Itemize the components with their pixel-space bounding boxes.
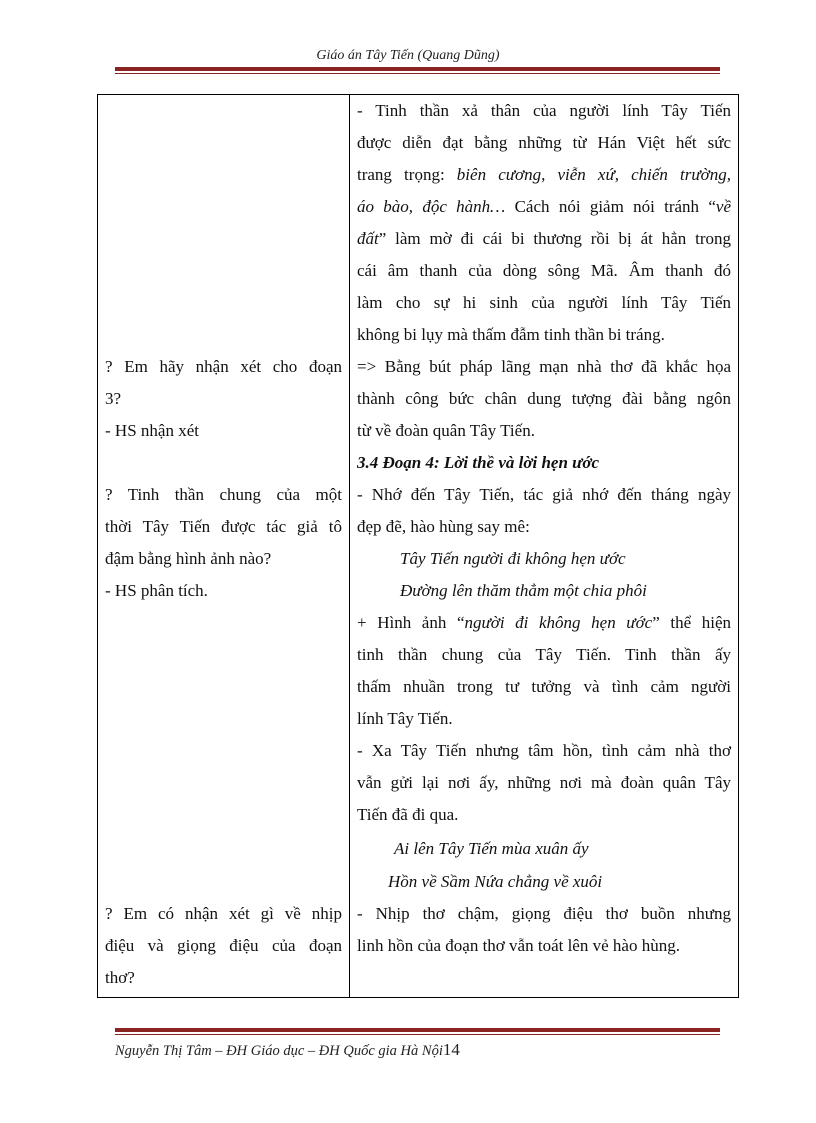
question-2-line-3: đậm bằng hình ảnh nào? bbox=[105, 549, 272, 568]
p1-line-4: áo bào, độc hành… Cách nói giảm nói tránh “về bbox=[357, 197, 731, 216]
poem-2-line-1: Ai lên Tây Tiến mùa xuân ấy bbox=[394, 839, 589, 858]
p6-line-2: linh hồn của đoạn thơ vẫn toát lên vẻ hào hùng. bbox=[357, 936, 680, 955]
poem-1-line-1: Tây Tiến người đi không hẹn ước bbox=[400, 549, 626, 568]
p1-line-2: được diễn đạt bằng những từ Hán Việt hết sức bbox=[357, 133, 731, 152]
p4-line-4: lính Tây Tiến. bbox=[357, 709, 453, 728]
p1-line-3: trang trọng: biên cương, viễn xứ, chiến trường, bbox=[357, 165, 731, 184]
poem-2-line-2: Hồn về Sầm Nứa chẳng về xuôi bbox=[388, 872, 603, 891]
p2-line-3: từ về đoàn quân Tây Tiến. bbox=[357, 421, 535, 440]
question-1-line-2: 3? bbox=[105, 389, 122, 408]
question-1-line-1: ? Em hãy nhận xét cho đoạn bbox=[105, 357, 342, 376]
footer-author: Nguyễn Thị Tâm – ĐH Giáo dục – ĐH Quốc gia Hà Nội bbox=[115, 1043, 443, 1059]
page-number: 14 bbox=[442, 1040, 460, 1059]
question-3-line-2: điệu và giọng điệu của đoạn bbox=[105, 936, 342, 955]
question-2-line-1: ? Tinh thần chung của một bbox=[105, 485, 342, 504]
question-2-answer: - HS phân tích. bbox=[105, 581, 208, 600]
section-heading: 3.4 Đoạn 4: Lời thề và lời hẹn ước bbox=[357, 453, 600, 472]
p2-line-1: => Bằng bút pháp lãng mạn nhà thơ đã khắc họa bbox=[357, 357, 731, 376]
question-3-line-3: thơ? bbox=[105, 968, 135, 987]
p1-line-8: không bi lụy mà thấm đẫm tinh thần bi tráng. bbox=[357, 325, 665, 344]
p5-line-3: Tiến đã đi qua. bbox=[357, 805, 459, 824]
question-1-answer: - HS nhận xét bbox=[105, 421, 199, 440]
p1-line-6: cái âm thanh của dòng sông Mã. Âm thanh đó bbox=[357, 261, 731, 280]
question-3-line-1: ? Em có nhận xét gì về nhịp bbox=[105, 904, 342, 923]
p1-line-7: làm cho sự hi sinh của người lính Tây Tiến bbox=[357, 293, 731, 312]
p2-line-2: thành công bức chân dung tượng đài bằng ngôn bbox=[357, 389, 731, 408]
p4-line-3: thấm nhuần trong tư tưởng và tình cảm người bbox=[357, 677, 731, 696]
question-2-line-2: thời Tây Tiến được tác giả tô bbox=[105, 517, 342, 536]
poem-1-line-2: Đường lên thăm thẳm một chia phôi bbox=[400, 581, 647, 600]
page-footer bbox=[115, 1040, 460, 1060]
p5-line-1: - Xa Tây Tiến nhưng tâm hồn, tình cảm nhà thơ bbox=[357, 741, 731, 760]
p5-line-2: vẫn gửi lại nơi ấy, những nơi mà đoàn quân Tây bbox=[357, 773, 731, 792]
page-header-title: Giáo án Tây Tiến (Quang Dũng) bbox=[316, 48, 500, 63]
lesson-table bbox=[97, 94, 739, 998]
footer-rule bbox=[115, 1028, 720, 1035]
p4-line-1: + Hình ảnh “người đi không hẹn ước” thể hiện bbox=[357, 613, 731, 632]
p1-line-5: đất” làm mờ đi cái bi thương rồi bị át hẳn trong bbox=[357, 229, 731, 248]
p3-line-2: đẹp đẽ, hào hùng say mê: bbox=[357, 517, 530, 536]
p1-line-1: - Tinh thần xả thân của người lính Tây Tiến bbox=[357, 101, 731, 120]
content-column bbox=[350, 95, 738, 997]
p6-line-1: - Nhịp thơ chậm, giọng điệu thơ buồn nhưng bbox=[357, 904, 731, 923]
p3-line-1: - Nhớ đến Tây Tiến, tác giả nhớ đến tháng ngày bbox=[357, 485, 731, 504]
p4-line-2: tinh thần chung của Tây Tiến. Tinh thần ấy bbox=[357, 645, 731, 664]
teacher-activity-column bbox=[98, 95, 350, 997]
header-rule bbox=[115, 67, 720, 74]
